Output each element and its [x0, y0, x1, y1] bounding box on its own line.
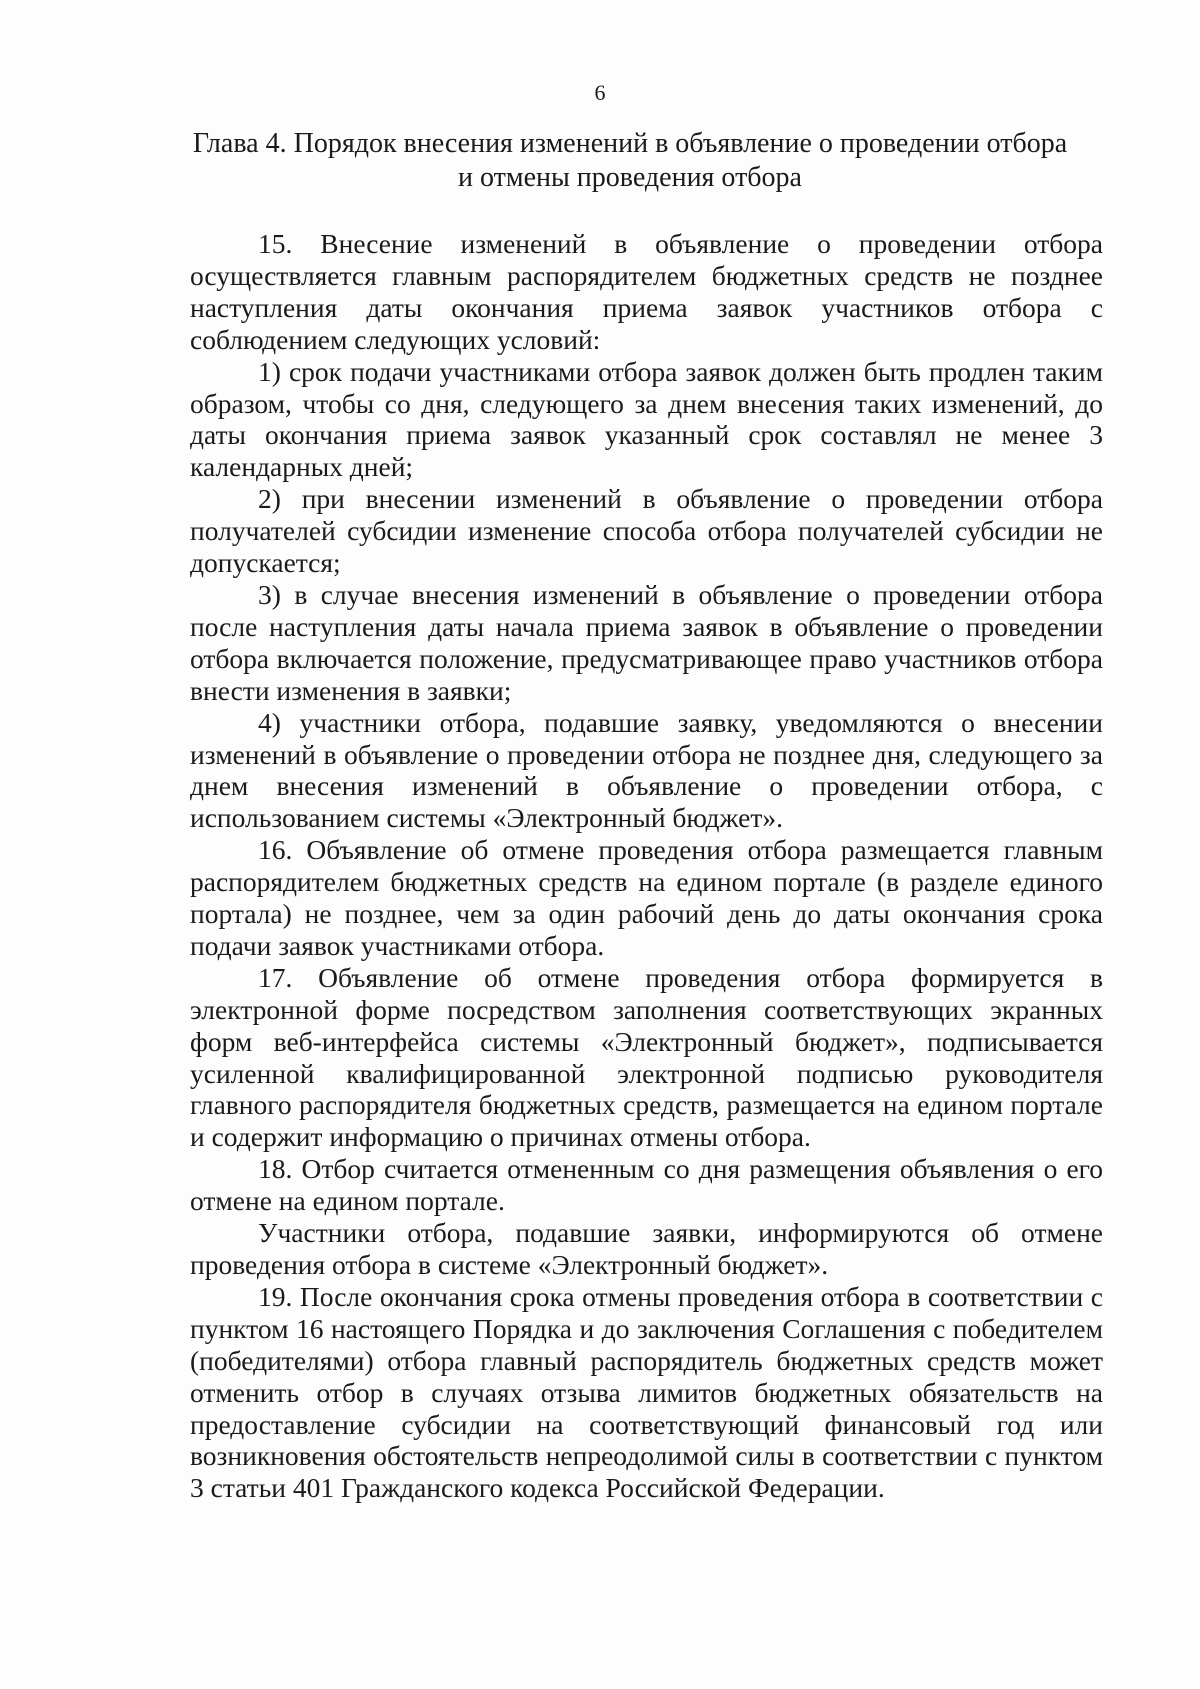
document-body: [190, 228, 1103, 1504]
chapter-title: [170, 127, 1090, 195]
paragraph-15: 15. Внесение изменений в объявление о проведении отбора осуществляется главным распорядителем бюджетных средств не позднее наступления даты окончания приема заявок участников отбора с соблюдением следующих условий:: [190, 228, 1103, 355]
page-number: 6: [594, 80, 606, 105]
paragraph-17: 17. Объявление об отмене проведения отбора формируется в электронной форме посредством заполнения соответствующих экранных форм веб-интерфейса системы «Электронный бюджет», подписывается усиленной квалифицированной электронной подписью руководителя главного распорядителя бюджетных средств, размещается на едином портале и содержит информацию о причинах отмены отбора.: [190, 961, 1103, 1153]
paragraph-19: 19. После окончания срока отмены проведения отбора в соответствии с пунктом 16 настоящего Порядка и до заключения Соглашения с победителем (победителями) отбора главный распорядитель бюджетных средств может отменить отбор в случаях отзыва лимитов бюджетных обязательств на предоставление субсидии на соответствующий финансовый год или возникновения обстоятельств непреодолимой силы в соответствии с пунктом 3 статьи 401 Гражданского кодекса Российской Федерации.: [190, 1280, 1103, 1504]
paragraph-18: 18. Отбор считается отмененным со дня размещения объявления о его отмене на едином портале.: [190, 1153, 1103, 1217]
paragraph-15-item-3: 3) в случае внесения изменений в объявление о проведении отбора после наступления даты начала приема заявок в объявление о проведении отбора включается положение, предусматривающее право участников отбора внести изменения в заявки;: [190, 578, 1103, 706]
paragraph-15-item-1: 1) срок подачи участниками отбора заявок должен быть продлен таким образом, чтобы со дня, следующего за днем внесения таких изменений, до даты окончания приема заявок указанный срок составлял не менее 3 календарных дней;: [190, 355, 1103, 483]
paragraph-15-item-2: 2) при внесении изменений в объявление о проведении отбора получателей субсидии изменение способа отбора получателей субсидии не допускается;: [190, 483, 1103, 579]
paragraph-15-item-4: 4) участники отбора, подавшие заявку, уведомляются о внесении изменений в объявление о проведении отбора не позднее дня, следующего за днем внесения изменений в объявление о проведении отбора, с использованием системы «Электронный бюджет».: [190, 706, 1103, 834]
chapter-title-line-1: Глава 4. Порядок внесения изменений в объявление о проведении отбора: [192, 128, 1068, 159]
paragraph-16: 16. Объявление об отмене проведения отбора размещается главным распорядителем бюджетных средств на едином портале (в разделе единого портала) не позднее, чем за один рабочий день до даты окончания срока подачи заявок участниками отбора.: [190, 834, 1103, 961]
paragraph-18-note: Участники отбора, подавшие заявки, информируются об отмене проведения отбора в системе «Электронный бюджет».: [190, 1217, 1103, 1280]
chapter-title-line-2: и отмены проведения отбора: [458, 162, 802, 193]
